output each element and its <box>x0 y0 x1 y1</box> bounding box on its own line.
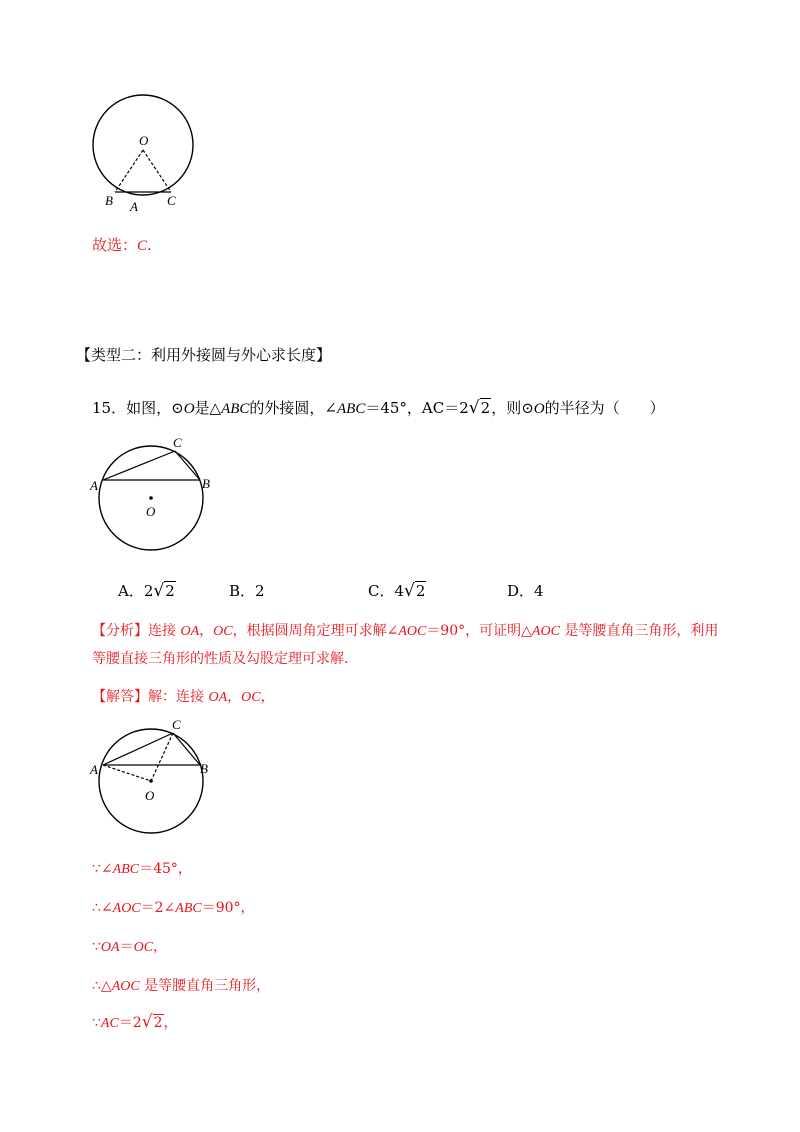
analysis-oc: OC <box>213 624 233 639</box>
label-o: O <box>145 788 155 803</box>
chord-ac <box>103 733 173 765</box>
analysis-oa: OA <box>180 624 200 639</box>
label-c: C <box>172 717 181 732</box>
solution-header <box>92 686 275 706</box>
option-c-label: C．4 <box>368 582 405 600</box>
answer-choice: C <box>137 238 148 254</box>
question-15 <box>92 397 665 418</box>
step-3-d: OC <box>133 940 154 955</box>
label-c: C <box>173 435 182 450</box>
q-o-2: O <box>533 401 545 417</box>
option-a-radicand: 2 <box>165 582 175 600</box>
option-a[interactable] <box>118 580 176 601</box>
step-1-a: ∵∠ <box>92 861 113 877</box>
step-4 <box>92 975 270 995</box>
step-5-d: ， <box>163 1015 178 1031</box>
figure-circle-obc <box>85 93 205 213</box>
q-abc-2: ABC <box>337 401 366 417</box>
step-1-c: ＝45°， <box>139 861 192 877</box>
step-4-a: ∴△ <box>92 978 112 994</box>
segment-oa <box>103 765 151 781</box>
option-c[interactable] <box>368 580 426 601</box>
step-2-a: ∴∠ <box>92 900 113 916</box>
option-d[interactable]: D．4 <box>507 582 544 600</box>
chord-ac <box>103 451 175 480</box>
analysis-aoc: AOC <box>398 624 427 639</box>
step-1 <box>92 858 192 878</box>
analysis-tag: 【分析】 <box>92 623 148 639</box>
label-o: O <box>146 504 156 519</box>
figure-circle-abc <box>88 432 223 557</box>
center-point <box>149 496 153 500</box>
answer-suffix: . <box>147 236 152 254</box>
step-2-b: AOC <box>112 901 141 916</box>
analysis-text-1: 连接 <box>148 623 181 639</box>
answer-prefix: 故选： <box>92 236 138 254</box>
label-b: B <box>202 476 210 491</box>
solution-text-3: ， <box>260 689 275 705</box>
analysis-text-2: ， <box>199 623 214 639</box>
option-b[interactable]: B．2 <box>229 582 265 600</box>
step-3-b: OA <box>100 940 120 955</box>
label-o: O <box>139 133 149 148</box>
step-3-c: ＝ <box>119 939 134 955</box>
sqrt-expression: √2 <box>468 398 491 418</box>
chord-cb <box>175 451 200 480</box>
label-b: B <box>200 761 208 776</box>
step-5-a: ∵ <box>92 1015 101 1031</box>
option-a-label: A．2 <box>118 582 154 600</box>
step-3-a: ∵ <box>92 939 101 955</box>
segment-ob <box>115 150 143 192</box>
previous-answer <box>92 234 152 255</box>
analysis-line-2: 等腰直接三角形的性质及勾股定理可求解. <box>92 651 349 667</box>
sqrt-radicand: 2 <box>480 399 491 417</box>
step-1-b: ABC <box>112 862 140 877</box>
circle-dot-symbol-2: ⊙ <box>521 399 534 417</box>
step-5-c: ＝2 <box>118 1015 142 1031</box>
q-text-1: 如图， <box>126 399 172 417</box>
center-point <box>149 779 153 783</box>
step-5-b: AC <box>100 1016 119 1031</box>
step-2-e: ＝90°， <box>201 900 255 916</box>
analysis-text-4: ＝90°，可证明△ <box>426 623 532 639</box>
option-c-sqrt: √2 <box>404 581 426 601</box>
step-3-e: ， <box>153 939 168 955</box>
step-2-d: ABC <box>175 901 202 916</box>
q-text-3: 的外接圆，∠ <box>249 399 337 417</box>
option-c-radicand: 2 <box>415 582 426 600</box>
label-c: C <box>167 193 176 208</box>
label-a: A <box>90 478 98 493</box>
label-b: B <box>105 193 113 208</box>
q-text-2: 是△ <box>194 399 222 417</box>
segment-oc <box>143 150 171 192</box>
section-heading: 【类型二：利用外接圆与外心求长度】 <box>76 346 332 364</box>
label-a: A <box>90 762 98 777</box>
analysis-text-3: ，根据圆周角定理可求解∠ <box>232 623 399 639</box>
solution-text-1: 解：连接 <box>148 689 209 705</box>
q-text-6: 的半径为（ ） <box>544 399 665 417</box>
segment-oc <box>151 733 173 781</box>
analysis-aoc-2: AOC <box>531 624 560 639</box>
solution-text-2: ， <box>227 689 242 705</box>
label-a: A <box>130 199 138 213</box>
step-2-c: ＝2∠ <box>140 900 176 916</box>
step-5 <box>92 1012 178 1032</box>
step-4-c: 是等腰直角三角形， <box>139 978 271 994</box>
analysis-text-5: 是等腰直角三角形，利用 <box>559 623 719 639</box>
step-3 <box>92 936 167 956</box>
solution-tag: 【解答】 <box>92 689 148 705</box>
analysis-line-1 <box>92 620 718 640</box>
circle-dot-symbol: ⊙ <box>171 399 184 417</box>
solution-oc: OC <box>241 690 261 705</box>
chord-cb <box>173 733 200 765</box>
solution-oa: OA <box>208 690 228 705</box>
q-abc-1: ABC <box>221 401 250 417</box>
q-text-4: ＝45°，AC＝2 <box>365 399 469 417</box>
question-number: 15． <box>92 399 127 417</box>
q-o-1: O <box>183 401 195 417</box>
step-2 <box>92 897 255 917</box>
figure-circle-aoc <box>88 716 223 841</box>
option-a-sqrt: √2 <box>153 581 175 601</box>
step-5-radicand: 2 <box>153 1015 163 1031</box>
step-4-b: AOC <box>111 979 140 994</box>
step-5-sqrt: √2 <box>141 1012 163 1032</box>
q-text-5: ，则 <box>491 399 522 417</box>
